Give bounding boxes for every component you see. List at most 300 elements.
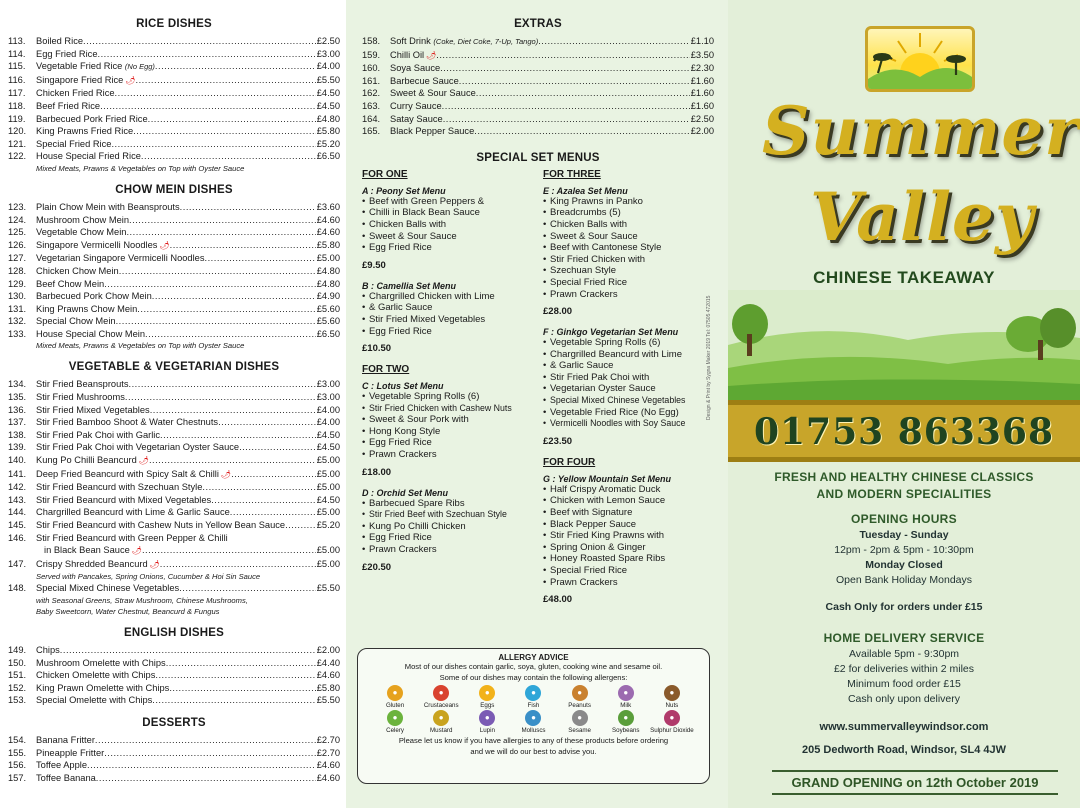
- set-b-items: [362, 291, 533, 337]
- set-menu-dish: • Beef with Cantonese Style: [543, 242, 714, 254]
- leader-dots: [230, 506, 316, 519]
- for-one-heading: FOR ONE: [362, 168, 408, 180]
- set-menu-dish: • Stir Fried Chicken with: [543, 254, 714, 266]
- leader-dots: [126, 226, 315, 239]
- leader-dots: [231, 468, 316, 481]
- leader-dots: [202, 481, 315, 494]
- item-name: Egg Fried Rice: [36, 48, 98, 59]
- chowmein-note: Mixed Meats, Prawns & Vegetables on Top with Oyster Sauce: [36, 341, 245, 351]
- allergen-lupin: [464, 710, 510, 734]
- allergen-icon: ●: [525, 685, 541, 701]
- website-link[interactable]: www.summervalleywindsor.com: [819, 721, 989, 733]
- item-number: 149.: [8, 644, 27, 655]
- set-menu-dish: • Chilli in Black Bean Sauce: [362, 207, 533, 219]
- item-name: Singapore Fried Rice 🌶︎: [36, 74, 136, 85]
- item-price: £5.00: [316, 558, 340, 569]
- item-price: £4.80: [316, 278, 340, 289]
- item-name: Special Chow Mein: [36, 316, 116, 327]
- set-b-name: B : Camellia Set Menu: [362, 280, 457, 291]
- item-number: 133.: [8, 328, 27, 339]
- menu-item: [8, 113, 340, 126]
- item-name: Soya Sauce: [390, 63, 441, 74]
- item-number: 135.: [8, 392, 27, 403]
- set-g-name: G : Yellow Mountain Set Menu: [543, 473, 672, 484]
- menu-item: [362, 35, 714, 49]
- item-name: Chilli Oil 🌶︎: [390, 49, 437, 60]
- item-number: 122.: [8, 151, 27, 162]
- item-number: 119.: [8, 113, 26, 124]
- menu-item: [8, 378, 340, 391]
- item-subnote: (Coke, Diet Coke, 7-Up, Tango): [433, 37, 539, 46]
- leader-dots: [211, 494, 316, 507]
- set-f-name: F : Ginkgo Vegetarian Set Menu: [543, 327, 679, 338]
- item-price: £4.50: [316, 442, 340, 453]
- menu-item: [8, 416, 340, 429]
- item-name: Crispy Shredded Beancurd 🌶︎: [36, 558, 160, 569]
- allergen-label: Molluscs: [521, 727, 546, 734]
- item-name: Stir Fried Bamboo Shoot & Water Chestnuts: [36, 417, 219, 428]
- allergen-icon: ●: [664, 685, 680, 701]
- address: 205 Dedworth Road, Windsor, SL4 4JW: [801, 744, 1007, 756]
- item-price: £3.60: [316, 201, 340, 212]
- allergen-label: Gluten: [385, 702, 405, 709]
- sets-col-right: [543, 169, 714, 615]
- set-menus: [362, 169, 714, 615]
- item-name: House Special Chow Mein: [36, 328, 146, 339]
- leader-dots: [442, 100, 690, 113]
- item-number: 161.: [362, 75, 381, 86]
- set-a-items: [362, 196, 533, 254]
- item-name: Vegetable Chow Mein: [36, 227, 127, 238]
- menu-item: [8, 644, 340, 657]
- set-menu-dish: • Vegetable Fried Rice (No Egg): [543, 407, 714, 419]
- set-d-name: D : Orchid Set Menu: [362, 487, 449, 498]
- allergen-label: Sesame: [568, 727, 591, 734]
- allergen-label: Soybeans: [612, 727, 640, 734]
- leader-dots: [160, 558, 316, 571]
- allergen-label: Celery: [386, 727, 405, 734]
- set-menu-dish: • Chicken with Lemon Sauce: [543, 495, 714, 507]
- allergen-nuts: [649, 685, 695, 709]
- menu-item: [8, 772, 340, 785]
- menu-item: [8, 519, 340, 532]
- item-number: 148.: [8, 583, 27, 594]
- item-name: Barbecued Pork Fried Rice: [36, 113, 148, 124]
- set-menu-dish: • Kung Po Chilli Chicken: [362, 521, 533, 533]
- leader-dots: [538, 35, 690, 48]
- menu-item: [8, 391, 340, 404]
- leader-dots: [459, 75, 690, 88]
- item-price: £1.60: [690, 88, 714, 99]
- item-name: Stir Fried Beancurd with Mixed Vegetables: [36, 494, 212, 505]
- menu-item: [8, 290, 340, 303]
- leader-dots: [179, 582, 316, 595]
- set-menu-dish: • Honey Roasted Spare Ribs: [543, 553, 714, 565]
- item-price: £4.60: [316, 772, 340, 783]
- item-number: 140.: [8, 455, 27, 466]
- veg-item-148: [8, 582, 340, 595]
- item-price: £5.00: [316, 482, 340, 493]
- opening-days: Tuesday - Sunday: [859, 529, 949, 541]
- phone-banner: [728, 400, 1080, 462]
- menu-item: [8, 532, 340, 545]
- item-number: 153.: [8, 695, 27, 706]
- allergen-mustard: [418, 710, 464, 734]
- set-menu-dish: • Hong Kong Style: [362, 426, 533, 438]
- item-price: £1.60: [690, 75, 714, 86]
- item-price: £1.60: [690, 100, 714, 111]
- item-number: 137.: [8, 417, 27, 428]
- set-menu-dish: • Stir Fried Beef with Szechuan Style: [362, 509, 533, 521]
- set-e-items: [543, 196, 714, 300]
- menu-item: [362, 87, 714, 100]
- allergy-footer-1: Please let us know if you have allergies to any of these products before ordering: [398, 736, 669, 745]
- item-name: Vegetarian Singapore Vermicelli Noodles: [36, 253, 205, 264]
- menu-item: [8, 582, 340, 595]
- allergen-label: Crustaceans: [423, 702, 459, 709]
- menu-item: [362, 49, 714, 63]
- leader-dots: [150, 404, 316, 417]
- item-price: £4.00: [316, 417, 340, 428]
- item-price: £5.20: [316, 520, 340, 530]
- item-price: £5.50: [316, 583, 340, 594]
- item-name: Soft Drink (Coke, Diet Coke, 7-Up, Tango): [390, 36, 539, 46]
- leader-dots: [137, 303, 315, 316]
- set-menu-dish: • Special Mixed Chinese Vegetables: [543, 395, 714, 407]
- set-menu-dish: • Barbecued Spare Ribs: [362, 498, 533, 510]
- menu-item: [8, 74, 340, 88]
- set-menu-dish: • Stir Fried King Prawns with: [543, 530, 714, 542]
- item-price: £2.50: [316, 36, 340, 46]
- allergen-molluscs: [510, 710, 556, 734]
- menu-item: [8, 558, 340, 572]
- leader-dots: [87, 759, 316, 772]
- item-name: Stir Fried Mixed Vegetables: [36, 404, 150, 415]
- for-three-heading: FOR THREE: [543, 168, 601, 180]
- item-name: Vegetable Fried Rice (No Egg): [36, 61, 155, 72]
- leader-dots: [142, 544, 316, 557]
- set-menu-dish: • Chargrilled Beancurd with Lime: [543, 349, 714, 361]
- item-name: Barbecue Sauce: [390, 75, 459, 86]
- set-menu-dish: • Prawn Crackers: [362, 544, 533, 556]
- desserts-section-title: DESSERTS: [142, 716, 206, 729]
- set-menu-dish: • Sweet & Sour Pork with: [362, 414, 533, 426]
- menu-item: [362, 75, 714, 88]
- allergen-label: Sulphur Dioxide: [650, 727, 694, 734]
- item-number: 131.: [8, 303, 27, 314]
- item-number: 124.: [8, 214, 27, 225]
- item-price: £5.20: [316, 138, 340, 149]
- item-number: 142.: [8, 482, 27, 493]
- item-price: £1.10: [690, 36, 714, 46]
- set-menu-dish: • Prawn Crackers: [362, 449, 533, 461]
- opening-hours-title: OPENING HOURS: [851, 512, 957, 526]
- menu-item: [8, 252, 340, 265]
- phone-number[interactable]: 01753 863368: [753, 411, 1055, 453]
- set-menu-dish: • Chicken Balls with: [543, 219, 714, 231]
- leader-dots: [83, 35, 316, 48]
- sets-section-title: SPECIAL SET MENUS: [476, 151, 600, 164]
- item-price: £5.00: [316, 253, 340, 264]
- item-price: £4.60: [316, 760, 340, 771]
- set-a-name: A : Peony Set Menu: [362, 185, 446, 196]
- item-number: 139.: [8, 442, 27, 453]
- allergen-icon: ●: [572, 710, 588, 726]
- item-number: 128.: [8, 265, 27, 276]
- item-name: Chicken Omelette with Chips: [36, 670, 156, 681]
- allergen-icon: ●: [525, 710, 541, 726]
- item-number: 141.: [8, 468, 27, 479]
- allergy-line-2: Some of our dishes may contain the following allergens:: [439, 672, 628, 682]
- set-menu-dish: • Szechuan Style: [543, 265, 714, 277]
- item-price: £4.50: [316, 494, 340, 505]
- tagline: [728, 470, 1080, 501]
- allergen-label: Peanuts: [568, 702, 591, 709]
- item-price: £5.00: [316, 545, 340, 556]
- allergen-icon: ●: [479, 685, 495, 701]
- chilli-icon: 🌶︎: [159, 240, 170, 250]
- desserts-list: [8, 734, 340, 784]
- menu-item: [8, 404, 340, 417]
- item-number: 138.: [8, 429, 27, 440]
- item-price: £5.00: [316, 455, 340, 466]
- item-price: £5.60: [316, 316, 340, 327]
- item-name: House Special Fried Rice: [36, 151, 141, 162]
- item-name: Stir Fried Beancurd with Cashew Nuts in Yellow Bean Sauce: [36, 520, 286, 530]
- item-name: Mushroom Omelette with Chips: [36, 657, 166, 668]
- closed-day: Monday Closed: [865, 559, 943, 571]
- set-menu-dish: • & Garlic Sauce: [543, 360, 714, 372]
- item-number: 120.: [8, 126, 27, 137]
- logo-emblem: [865, 26, 975, 92]
- item-subnote: (No Egg): [124, 62, 155, 72]
- item-price: £5.00: [316, 468, 340, 479]
- menu-item: [8, 138, 340, 151]
- leader-dots: [155, 669, 315, 682]
- menu-item: [8, 454, 340, 468]
- set-menu-dish: • & Garlic Sauce: [362, 302, 533, 314]
- leader-dots: [149, 454, 316, 467]
- allergen-fish: [510, 685, 556, 709]
- item-price: £5.60: [316, 303, 340, 314]
- set-menu-dish: • Vegetarian Oyster Sauce: [543, 383, 714, 395]
- item-number: 129.: [8, 278, 27, 289]
- item-price: £5.80: [316, 126, 340, 137]
- item-number: 164.: [362, 113, 381, 124]
- menu-item: [8, 441, 340, 454]
- set-menu-dish: • Stir Fried Pak Choi with: [543, 372, 714, 384]
- item-name: Toffee Banana: [36, 772, 96, 783]
- allergen-label: Nuts: [665, 702, 679, 709]
- item-number: 157.: [8, 772, 27, 783]
- sunrise-logo-icon: [868, 29, 972, 89]
- item-number: 125.: [8, 227, 27, 238]
- menu-item: [362, 62, 714, 75]
- item-price: £4.00: [316, 404, 340, 415]
- item-number: 132.: [8, 316, 27, 327]
- brand-word-summer: Summer: [762, 92, 1080, 170]
- menu-item: [8, 265, 340, 278]
- item-price: £3.00: [316, 392, 340, 403]
- menu-item: [8, 315, 340, 328]
- leader-dots: [436, 49, 689, 62]
- menu-item: [8, 226, 340, 239]
- item-name: King Prawns Fried Rice: [36, 126, 134, 137]
- set-b-price: £10.50: [362, 343, 392, 355]
- item-number: 151.: [8, 670, 27, 681]
- grand-opening-banner: GRAND OPENING on 12th October 2019: [772, 770, 1058, 795]
- allergen-icon: ●: [387, 685, 403, 701]
- rice-section-title: RICE DISHES: [136, 18, 212, 30]
- cover-panel: [728, 0, 1080, 808]
- allergen-eggs: [464, 685, 510, 709]
- menu-item: [8, 150, 340, 163]
- allergy-footer-2: and we will do our best to advise you.: [470, 746, 597, 756]
- set-c-name: C : Lotus Set Menu: [362, 381, 444, 392]
- cash-only-note: Cash Only for orders under £15: [825, 601, 983, 613]
- item-price: £6.50: [316, 328, 340, 339]
- item-number: 144.: [8, 507, 27, 518]
- leader-dots: [170, 239, 316, 252]
- allergen-milk: [603, 685, 649, 709]
- leader-dots: [285, 519, 316, 532]
- item-price: £4.90: [316, 291, 340, 302]
- contact: [728, 720, 1080, 758]
- landscape-illustration-icon: [728, 290, 1080, 400]
- set-c-price: £18.00: [362, 466, 392, 478]
- delivery-cash: Cash only upon delivery: [847, 693, 961, 705]
- menu-item: [362, 100, 714, 113]
- allergen-label: Mustard: [430, 727, 453, 734]
- menu-item: [8, 759, 340, 772]
- item-price: £4.40: [316, 657, 340, 668]
- item-name: Boiled Rice: [36, 36, 84, 46]
- set-g-items: [543, 484, 714, 588]
- leader-dots: [111, 138, 315, 151]
- item-name: Deep Fried Beancurd with Spicy Salt & Chilli 🌶︎: [36, 468, 232, 479]
- item-price: £3.50: [690, 49, 714, 60]
- set-menu-dish: • King Prawns in Panko: [543, 196, 714, 208]
- set-f-price: £23.50: [543, 435, 573, 447]
- item-price: £6.50: [316, 151, 340, 162]
- item-name: King Prawn Omelette with Chips: [36, 682, 170, 693]
- for-two-heading: FOR TWO: [362, 364, 410, 376]
- chilli-icon: 🌶︎: [220, 469, 232, 479]
- allergy-title: ALLERGY ADVICE: [498, 653, 569, 662]
- allergy-advice-box: [357, 648, 710, 784]
- item-number: 146.: [8, 532, 27, 543]
- menu-item: [8, 506, 340, 519]
- set-menu-dish: • Prawn Crackers: [543, 289, 714, 301]
- set-e-name: E : Azalea Set Menu: [543, 185, 628, 196]
- item-name: Singapore Vermicelli Noodles 🌶︎: [36, 239, 170, 250]
- allergen-celery: [372, 710, 418, 734]
- english-list: [8, 644, 340, 707]
- item-price: £3.00: [316, 379, 340, 390]
- item-name: Stir Fried Beancurd with Szechuan Style: [36, 482, 203, 493]
- item-number: 165.: [362, 126, 381, 137]
- item-number: 130.: [8, 291, 27, 302]
- menu-item: [8, 429, 340, 442]
- set-menu-dish: • Sweet & Sour Sauce: [543, 231, 714, 243]
- item-price: £5.50: [316, 74, 340, 85]
- menu-panel-middle: [346, 0, 728, 808]
- chilli-icon: 🌶︎: [149, 559, 160, 569]
- item-number: 115.: [8, 61, 26, 72]
- item-number: 147.: [8, 558, 27, 569]
- item-number: 158.: [362, 36, 381, 46]
- item-name: Stir Fried Pak Choi with Vegetarian Oyster Sauce: [36, 442, 240, 453]
- allergen-sulphur-dioxide: [649, 710, 695, 734]
- print-credit: Design & Print by Sygna Maker 2019 Tel: 07505 472015: [706, 295, 712, 420]
- veg-note-148a: with Seasonal Greens, Straw Mushroom, Chinese Mushrooms,: [36, 595, 248, 605]
- item-number: 154.: [8, 734, 27, 745]
- menu-item: [8, 201, 340, 214]
- allergen-icon: ●: [387, 710, 403, 726]
- set-e-price: £28.00: [543, 306, 573, 318]
- item-name: in Black Bean Sauce 🌶︎: [44, 545, 142, 556]
- allergen-icon: ●: [433, 685, 449, 701]
- allergen-peanuts: [557, 685, 603, 709]
- set-menu-dish: • Stir Fried Chicken with Cashew Nuts: [362, 403, 533, 415]
- leader-dots: [152, 694, 315, 707]
- set-menu-dish: • Special Fried Rice: [543, 277, 714, 289]
- set-menu-dish: • Half Crispy Aromatic Duck: [543, 484, 714, 496]
- extras-section-title: EXTRAS: [514, 18, 562, 30]
- menu-item: [8, 494, 340, 507]
- set-menu-dish: • Egg Fried Rice: [362, 532, 533, 544]
- menu-item: [8, 87, 340, 100]
- item-name: Kung Po Chilli Beancurd 🌶︎: [36, 455, 149, 466]
- leader-dots: [166, 657, 316, 670]
- menu-item: [362, 113, 714, 126]
- item-price: £2.00: [316, 644, 340, 655]
- chilli-icon: 🌶︎: [426, 50, 437, 60]
- item-name: Special Omelette with Chips: [36, 695, 153, 706]
- set-menu-dish: • Black Pepper Sauce: [543, 519, 714, 531]
- item-number: 160.: [362, 63, 381, 74]
- allergen-icon: ●: [572, 685, 588, 701]
- menu-item: [8, 125, 340, 138]
- set-f-items: [543, 337, 714, 430]
- brand-word-valley: Valley: [810, 178, 1035, 256]
- set-menu-dish: • Beef with Signature: [543, 507, 714, 519]
- set-menu-dish: • Beef with Green Peppers &: [362, 196, 533, 208]
- item-number: 126.: [8, 239, 27, 250]
- leader-dots: [239, 441, 316, 454]
- veg-note-148b: Baby Sweetcorn, Water Chestnut, Beancurd & Fungus: [36, 606, 220, 616]
- item-name: Chips: [36, 644, 60, 655]
- allergen-crustaceans: [418, 685, 464, 709]
- item-name: Stir Fried Pak Choi with Garlic: [36, 429, 160, 440]
- bank-holiday-note: Open Bank Holiday Mondays: [836, 574, 972, 586]
- menu-item: [8, 35, 340, 48]
- allergy-line-1: Most of our dishes contain garlic, soya, gluten, cooking wine and sesame oil.: [404, 662, 663, 671]
- set-d-price: £20.50: [362, 561, 392, 573]
- leader-dots: [443, 113, 690, 126]
- menu-item: [8, 48, 340, 61]
- item-number: 114.: [8, 48, 26, 59]
- sets-col-left: [362, 169, 533, 615]
- item-number: 159.: [362, 49, 381, 60]
- item-name: Black Pepper Sauce: [390, 126, 475, 137]
- item-name: Sweet & Sour Sauce: [390, 88, 476, 99]
- veg-note-147: Served with Pancakes, Spring Onions, Cucumber & Hoi Sin Sauce: [36, 572, 261, 582]
- set-menu-dish: • Spring Onion & Ginger: [543, 542, 714, 554]
- item-price: £4.60: [316, 227, 340, 238]
- menu-item: [8, 100, 340, 113]
- leader-dots: [152, 290, 316, 303]
